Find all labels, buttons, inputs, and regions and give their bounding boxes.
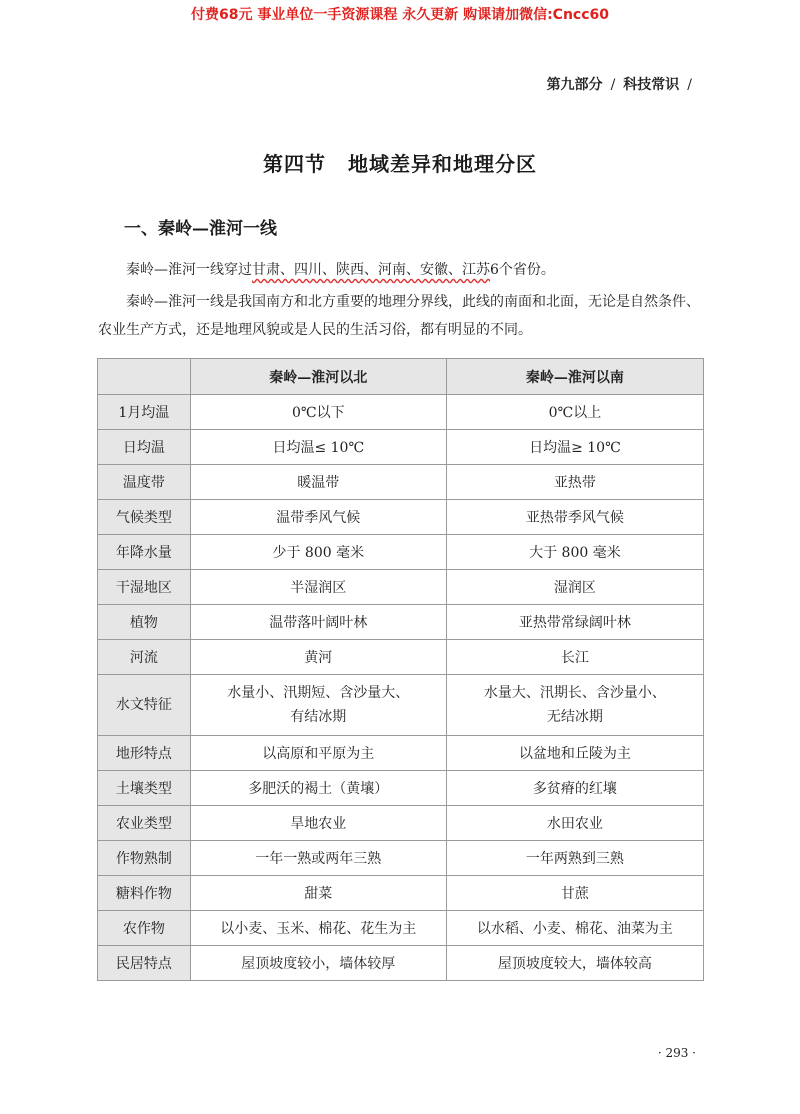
table-row [98, 911, 704, 946]
page-number: · 293 · [657, 1046, 696, 1060]
cell-south: 一年两熟到三熟 [446, 841, 703, 876]
cell-south: 亚热带季风气候 [446, 500, 703, 535]
table-row [98, 806, 704, 841]
table-row [98, 500, 704, 535]
row-label: 糖料作物 [98, 876, 191, 911]
cell-north: 少于 800 毫米 [190, 535, 446, 570]
row-label: 土壤类型 [98, 771, 191, 806]
table-row [98, 570, 704, 605]
row-label: 植物 [98, 605, 191, 640]
cell-north: 屋顶坡度较小，墙体较厚 [190, 946, 446, 981]
paragraph-1 [98, 256, 704, 284]
section-title-text: 地域差异和地理分区 [348, 152, 537, 176]
cell-north: 旱地农业 [190, 806, 446, 841]
comparison-table [97, 358, 704, 981]
cell-south: 湿润区 [446, 570, 703, 605]
row-label: 温度带 [98, 465, 191, 500]
table-row [98, 841, 704, 876]
cell-south: 水田农业 [446, 806, 703, 841]
row-label: 地形特点 [98, 736, 191, 771]
cell-south: 以盆地和丘陵为主 [446, 736, 703, 771]
running-head-part: 第九部分 [546, 77, 603, 93]
table-row [98, 535, 704, 570]
paragraph-1-end: 6个省份。 [490, 262, 555, 278]
table-header-row [98, 359, 704, 395]
running-head-separator-end: / [687, 77, 692, 93]
cell-north: 日均温≤ 10℃ [190, 430, 446, 465]
table-row [98, 736, 704, 771]
cell-north-line-2: 有结冰期 [290, 709, 347, 725]
section-title [0, 148, 800, 177]
row-label: 水文特征 [98, 675, 191, 736]
cell-south: 屋顶坡度较大，墙体较高 [446, 946, 703, 981]
table-row [98, 675, 704, 736]
cell-north: 以小麦、玉米、棉花、花生为主 [190, 911, 446, 946]
row-label: 河流 [98, 640, 191, 675]
table-row [98, 946, 704, 981]
table-row [98, 605, 704, 640]
cell-north-line-1: 水量小、汛期短、含沙量大、 [227, 685, 410, 701]
header-south: 秦岭—淮河以南 [446, 359, 703, 395]
row-label: 农作物 [98, 911, 191, 946]
row-label: 年降水量 [98, 535, 191, 570]
running-head-topic: 科技常识 [623, 77, 680, 93]
subsection-title: 一、秦岭—淮河一线 [124, 219, 277, 239]
table-row [98, 430, 704, 465]
cell-north: 温带落叶阔叶林 [190, 605, 446, 640]
row-label: 民居特点 [98, 946, 191, 981]
cell-north: 多肥沃的褐土（黄壤） [190, 771, 446, 806]
cell-north: 0℃以下 [190, 395, 446, 430]
table-row [98, 876, 704, 911]
cell-south: 0℃以上 [446, 395, 703, 430]
table-row [98, 640, 704, 675]
cell-south-line-1: 水量大、汛期长、含沙量小、 [483, 685, 666, 701]
row-label: 日均温 [98, 430, 191, 465]
cell-north: 温带季风气候 [190, 500, 446, 535]
section-number: 第四节 [263, 152, 326, 176]
cell-south: 日均温≥ 10℃ [446, 430, 703, 465]
row-label: 干湿地区 [98, 570, 191, 605]
running-head [547, 74, 700, 94]
table-row [98, 395, 704, 430]
cell-south: 多贫瘠的红壤 [446, 771, 703, 806]
promo-banner: 付费68元 事业单位一手资源课程 永久更新 购课请加微信:Cncc60 [190, 7, 610, 23]
cell-south [446, 675, 703, 736]
cell-south: 亚热带常绿阔叶林 [446, 605, 703, 640]
cell-north: 半湿润区 [190, 570, 446, 605]
cell-south: 亚热带 [446, 465, 703, 500]
table-row [98, 465, 704, 500]
row-label: 气候类型 [98, 500, 191, 535]
cell-north: 以高原和平原为主 [190, 736, 446, 771]
cell-north: 黄河 [190, 640, 446, 675]
cell-south-line-2: 无结冰期 [546, 709, 603, 725]
cell-south: 甘蔗 [446, 876, 703, 911]
cell-north: 一年一熟或两年三熟 [190, 841, 446, 876]
header-corner [98, 359, 191, 395]
row-label: 农业类型 [98, 806, 191, 841]
row-label: 作物熟制 [98, 841, 191, 876]
running-head-separator: / [610, 77, 616, 93]
paragraph-2: 秦岭—淮河一线是我国南方和北方重要的地理分界线，此线的南面和北面，无论是自然条件、农业生产方式，还是地理风貌或是人民的生活习俗，都有明显的不同。 [98, 294, 700, 338]
cell-south: 长江 [446, 640, 703, 675]
cell-north: 暖温带 [190, 465, 446, 500]
cell-south: 以水稻、小麦、棉花、油菜为主 [446, 911, 703, 946]
paragraph-1-start: 秦岭—淮河一线穿过 [126, 262, 252, 278]
cell-north: 甜菜 [190, 876, 446, 911]
cell-south: 大于 800 毫米 [446, 535, 703, 570]
header-north: 秦岭—淮河以北 [190, 359, 446, 395]
cell-north [190, 675, 446, 736]
provinces-underlined: 甘肃、四川、陕西、河南、安徽、江苏 [252, 262, 490, 278]
row-label: 1月均温 [98, 395, 191, 430]
table-row [98, 771, 704, 806]
